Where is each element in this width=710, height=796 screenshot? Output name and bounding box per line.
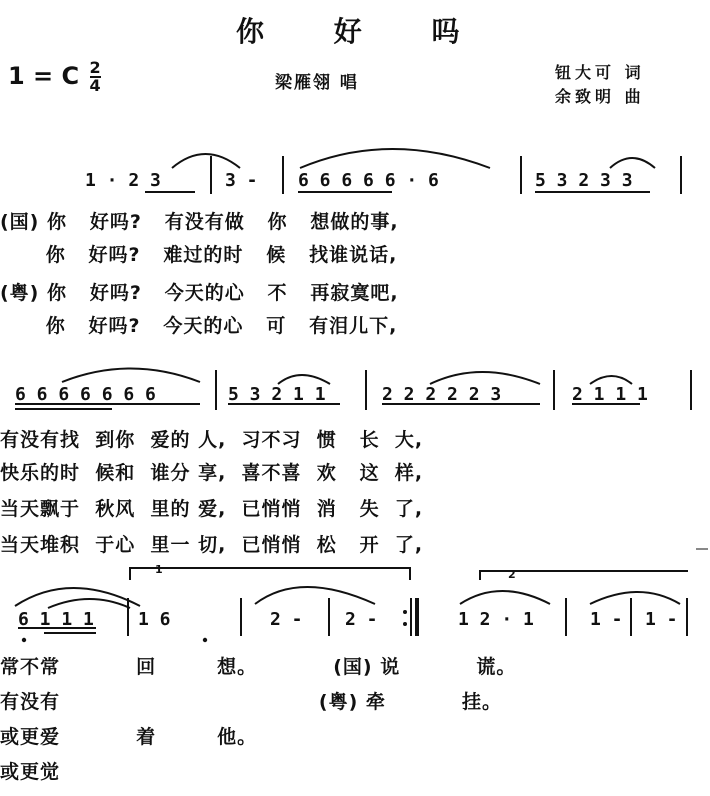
slur-mark — [590, 376, 632, 384]
slur-mark — [15, 588, 140, 606]
measure-11-notes: 2 - — [270, 609, 303, 630]
volta-bracket — [480, 571, 688, 580]
measure-9-notes: 6 1 1 1 — [18, 609, 94, 630]
slur-mark — [610, 158, 655, 168]
measure-15-notes: 1 - — [645, 609, 678, 630]
slur-mark — [172, 154, 240, 168]
slur-mark — [460, 591, 550, 604]
volta-bracket — [130, 568, 410, 580]
lyric-line: 你 好吗? 难过的时 候 找谁说话, — [0, 244, 398, 266]
lyric-line: 当天堆积 于心 里一 切, 已悄悄 松 开 了, — [0, 534, 424, 556]
octave-dot-mark — [22, 638, 26, 642]
lyric-line: 或更觉 — [0, 761, 61, 783]
ending-2-label: 2 — [508, 568, 516, 581]
singer-credit: 梁雁翎 唱 — [275, 73, 359, 93]
lyric-line: 快乐的时 候和 谁分 享, 喜不喜 欢 这 样, — [0, 462, 424, 484]
lyricist-credit: 钮大可 词 — [555, 63, 645, 82]
lyric-line: 有没有 (粤) 牵 挂。 — [0, 691, 503, 713]
octave-dot-mark — [203, 638, 207, 642]
ending-1-label: 1 — [155, 563, 163, 576]
slur-mark — [590, 592, 680, 604]
measure-12-notes: 2 - — [345, 609, 378, 630]
slur-mark — [255, 587, 375, 604]
lyric-line: 常不常 回 想。 (国) 说 谎。 — [0, 656, 517, 678]
repeat-dot-mark — [403, 622, 407, 626]
lyric-line: 你 好吗? 今天的心 可 有泪儿下, — [0, 315, 398, 337]
measure-3-notes: 6 6 6 6 6 · 6 — [298, 170, 439, 191]
repeat-dot-mark — [403, 610, 407, 614]
composer-credit: 余致明 曲 — [555, 87, 645, 106]
measure-1-notes: 1 · 2 3 — [85, 170, 161, 191]
time-signature-bottom: 4 — [89, 76, 101, 95]
measure-5-notes: 6 6 6 6 6 6 6 — [15, 384, 156, 405]
slur-mark — [300, 149, 490, 168]
lyric-line: (国) 你 好吗? 有没有做 你 想做的事, — [0, 211, 399, 233]
measure-2-notes: 3 - — [225, 170, 258, 191]
measure-10-notes: 1 6 — [138, 609, 171, 630]
measure-4-notes: 5 3 2 3 3 — [535, 170, 633, 191]
lyric-line: (粤) 你 好吗? 今天的心 不 再寂寞吧, — [0, 282, 399, 304]
key-label: 1 = C — [8, 62, 80, 90]
slur-mark — [48, 599, 130, 608]
slur-mark — [430, 372, 540, 384]
slur-mark — [278, 375, 330, 384]
measure-6-notes: 5 3 2 1 1 — [228, 384, 326, 405]
lyric-line: 当天飘于 秋风 里的 爱, 已悄悄 消 失 了, — [0, 498, 424, 520]
measure-7-notes: 2 2 2 2 2 3 — [382, 384, 502, 405]
lyric-line: 有没有找 到你 爱的 人, 习不习 惯 长 大, — [0, 429, 424, 451]
time-signature-top: 2 — [89, 58, 101, 77]
measure-8-notes: 2 1 1 1 — [572, 384, 648, 405]
measure-13-notes: 1 2 · 1 — [458, 609, 534, 630]
measure-14-notes: 1 - — [590, 609, 623, 630]
song-title: 你 好 吗 — [236, 15, 490, 48]
slur-mark — [62, 369, 200, 383]
lyric-line: 或更爱 着 他。 — [0, 726, 258, 748]
